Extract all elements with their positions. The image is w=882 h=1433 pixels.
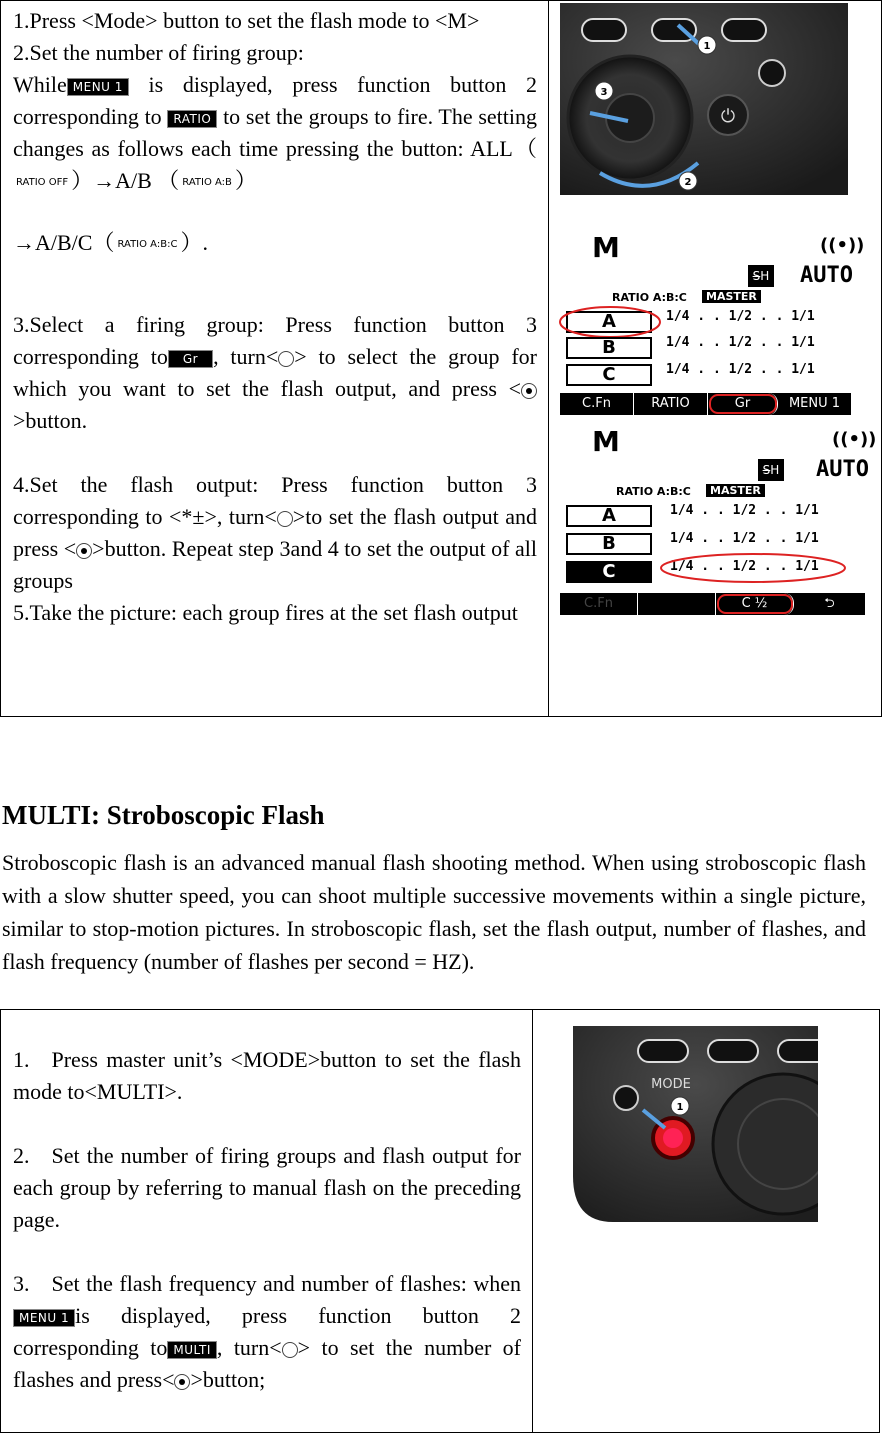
function-button-1 [582,19,626,41]
function-button-3 [722,19,766,41]
step-2 [13,69,537,197]
manual-flash-steps [13,5,537,629]
fn-cfn: C.Fn [560,393,634,415]
flash-unit-mode-photo [543,1026,818,1222]
step-2-text-c: ）→A/B （ [71,168,180,193]
menu1-badge: MENU 1 [13,1309,75,1327]
set-button-icon [76,543,92,559]
multi-step-3-text-b: is displayed, press function button 2 corresponding to [13,1303,521,1360]
group-a-box: A [566,311,652,333]
function-bar [560,393,852,415]
multi-heading: MULTI: Stroboscopic Flash [2,800,325,830]
step-2-text-f: ）. [180,230,208,255]
ratio-mode-label: RATIO A:B:C [616,485,691,498]
master-badge: MASTER [702,290,761,303]
step-4-text-b: >to set the flash output and press < [13,504,537,561]
multi-flash-steps [13,1044,521,1396]
step-2-text-b: to set the groups to fire. The setting changes as follows each time pressing the button: ALL（ [13,104,537,161]
group-a-scale: 1/4 . . 1/2 . . 1/1 [666,309,815,324]
function-button-2 [708,1040,758,1062]
small-button [614,1086,638,1110]
marker-3: 3 [600,87,608,98]
step-2-title: 2.Set the number of firing group: [13,40,304,65]
multi-flash-table [0,1009,880,1433]
set-button-icon [521,383,537,399]
dial-icon [278,351,294,367]
step-3-text-a: 3.Select a firing group: Press function button 3 corresponding to [13,312,537,369]
multi-step-3-text-d: > to set the number of flashes and press< [13,1335,522,1392]
function-bar [560,593,866,615]
manual-flash-steps-cell [1,1,549,716]
step-2-text-e: →A/B/C（ [13,230,115,255]
multi-flash-steps-cell [1,1010,533,1432]
group-c-box-selected: C [566,561,652,583]
step-2-text-a: is displayed, press function button 2 corresponding to [13,72,537,129]
marker-2: 2 [684,177,692,188]
multi-badge: MULTI [167,1341,217,1359]
ratio-mode-label: RATIO A:B:C [612,291,687,304]
step-3-text-d: >button. [13,408,88,433]
fn-back: ⮌ [794,593,866,615]
step-2-text-d: ） [234,168,257,193]
function-button-3 [778,1040,818,1062]
mode-label: MODE [651,1077,691,1092]
step-2-continued [13,227,537,259]
fn-gr: Gr [708,393,778,415]
multi-step-1: 1. Press master unit’s <MODE>button to set the flash mode to<MULTI>. [13,1047,521,1104]
multi-intro: Stroboscopic flash is an advanced manual flash shooting method. When using stroboscopic flash with a slow shutter speed, you can shoot multiple successive movements within a single picture, similar to stop-motion pictures. In stroboscopic flash, set the flash output, number of flashes, and flash frequency (number of flashes per second = HZ). [2,850,866,974]
ratio-abc-badge: RATIO A:B:C [117,238,178,250]
multi-step-3-text-a: 3. Set the flash frequency and number of flashes: when [13,1271,521,1296]
step-4 [13,469,537,597]
ratio-ab-badge: RATIO A:B [182,176,232,188]
step-2-while: While [13,72,67,97]
flash-unit-photo [560,3,848,195]
lcd-screen-set-output [558,423,877,617]
wireless-icon: ((•)) [820,235,865,256]
fn-cfn-disabled: C.Fn [560,593,638,615]
fn-exposure-comp: C ½ [716,593,794,615]
step-4-text-a: 4.Set the flash output: Press function button 3 corresponding to <*±>, turn< [13,472,537,529]
svg-text:⏻: ⏻ [720,106,736,127]
group-c-box: C [566,364,652,386]
step-1: 1.Press <Mode> button to set the flash mode to <M> [13,8,480,33]
round-button [759,60,785,86]
step-3-text-c: > to select the group for which you want to set the flash output, and press < [13,344,537,401]
ratio-off-badge: RATIO OFF [16,176,69,188]
auto-indicator: AUTO [800,263,853,288]
dial-icon [282,1342,298,1358]
group-a-box: A [566,505,652,527]
step-5: 5.Take the picture: each group fires at the set flash output [13,600,518,625]
lcd-screen-select-group [558,229,865,419]
wireless-icon: ((•)) [832,429,877,450]
group-c-scale: 1/4 . . 1/2 . . 1/1 [670,559,819,574]
group-c-scale: 1/4 . . 1/2 . . 1/1 [666,362,815,377]
gr-badge: Gr [168,350,213,368]
fn-empty [638,593,716,615]
mode-indicator: M [592,231,620,264]
multi-step-3-text-e: >button; [190,1367,266,1392]
set-button-icon [174,1374,190,1390]
output-ellipse [658,551,848,585]
auto-indicator: AUTO [816,457,869,482]
fn-ratio: RATIO [634,393,708,415]
step-3-text-b: , turn< [213,344,279,369]
marker-1: 1 [676,1102,684,1113]
multi-step-3 [13,1268,521,1396]
menu1-badge: MENU 1 [67,78,129,96]
multi-step-3-text-c: , turn< [216,1335,282,1360]
master-badge: MASTER [706,484,765,497]
group-b-scale: 1/4 . . 1/2 . . 1/1 [666,335,815,350]
marker-1: 1 [703,41,711,52]
group-a-scale: 1/4 . . 1/2 . . 1/1 [670,503,819,518]
high-speed-sync-icon: S̶H [748,265,774,287]
ratio-badge: RATIO [167,110,217,128]
mode-indicator: M [592,425,620,458]
group-b-box: B [566,337,652,359]
step-4-text-c: >button. Repeat step 3and 4 to set the output of all groups [13,536,537,593]
group-b-scale: 1/4 . . 1/2 . . 1/1 [670,531,819,546]
manual-flash-illustrations [550,1,881,716]
multi-step-2: 2. Set the number of firing groups and flash output for each group by referring to manual flash on the preceding page. [13,1143,521,1232]
high-speed-sync-icon: S̶H [758,459,784,481]
dial-icon [277,511,293,527]
fn-menu1: MENU 1 [778,393,852,415]
step-3 [13,309,537,437]
function-button-1 [638,1040,688,1062]
selection-ellipse [558,305,662,341]
group-b-box: B [566,533,652,555]
